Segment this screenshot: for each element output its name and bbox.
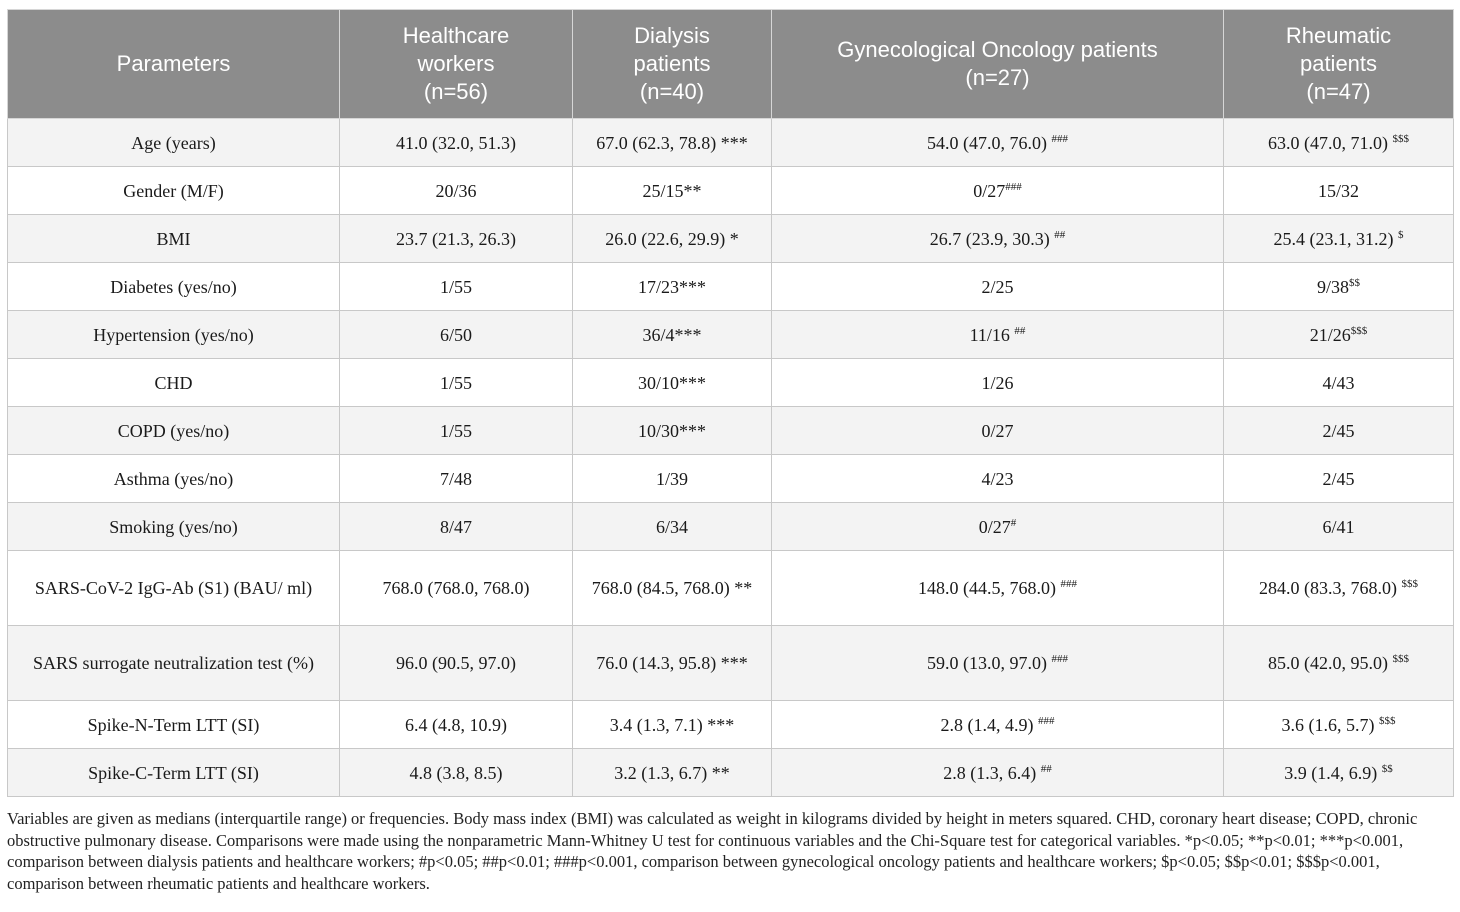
- column-header-line: workers: [417, 51, 495, 76]
- row-parameter: Age (years): [8, 119, 340, 167]
- cell-value: 25/15**: [642, 180, 702, 201]
- significance-marker: ###: [1051, 132, 1068, 145]
- cell-value: 10/30***: [637, 420, 706, 441]
- table-cell: [1224, 263, 1454, 311]
- significance-marker: $$$: [1379, 714, 1396, 727]
- table-cell: [340, 407, 573, 455]
- cell-value: 148.0 (44.5, 768.0): [918, 578, 1061, 598]
- significance-marker: $$: [1349, 276, 1360, 289]
- table-row: [8, 701, 1454, 749]
- significance-marker: ###: [1005, 180, 1022, 193]
- significance-marker: $$$: [1401, 578, 1418, 590]
- significance-marker: ##: [1054, 228, 1066, 241]
- cell-value: 6/50: [439, 324, 472, 345]
- cell-value: 15/32: [1317, 180, 1359, 201]
- cell-value: 2/25: [981, 276, 1014, 297]
- row-parameter: Gender (M/F): [8, 167, 340, 215]
- table-cell: [1224, 311, 1454, 359]
- table-cell: [573, 263, 772, 311]
- table-cell: [772, 359, 1224, 407]
- cell-value: 76.0 (14.3, 95.8) ***: [596, 653, 748, 673]
- cell-value: 26.0 (22.6, 29.9) *: [605, 228, 739, 249]
- cell-value: 54.0 (47.0, 76.0): [927, 132, 1052, 153]
- cell-value: 1/55: [439, 420, 472, 441]
- cell-value: 36/4***: [642, 324, 702, 345]
- column-header-line: Parameters: [116, 51, 231, 76]
- table-body: [8, 119, 1454, 797]
- table-cell: [340, 749, 573, 797]
- cell-value: 284.0 (83.3, 768.0): [1259, 578, 1402, 598]
- column-header-line: Gynecological Oncology patients: [837, 37, 1158, 62]
- table-cell: [1224, 359, 1454, 407]
- table-cell: [340, 215, 573, 263]
- significance-marker: $$: [1381, 762, 1393, 775]
- table-row: [8, 749, 1454, 797]
- cell-value: 3.4 (1.3, 7.1) ***: [609, 714, 735, 735]
- row-parameter: Spike-N-Term LTT (SI): [8, 701, 340, 749]
- table-cell: [340, 626, 573, 701]
- row-parameter: Diabetes (yes/no): [8, 263, 340, 311]
- table-cell: [772, 626, 1224, 701]
- table-row: [8, 263, 1454, 311]
- row-parameter: Asthma (yes/no): [8, 455, 340, 503]
- cell-value: 96.0 (90.5, 97.0): [396, 653, 516, 673]
- cell-value: 23.7 (21.3, 26.3): [396, 228, 516, 249]
- cell-value: 25.4 (23.1, 31.2): [1273, 228, 1398, 249]
- table-cell: [340, 551, 573, 626]
- cell-value: 20/36: [435, 180, 477, 201]
- cell-value: 4/23: [981, 468, 1014, 489]
- cell-value: 41.0 (32.0, 51.3): [396, 132, 516, 153]
- column-header-0: [8, 10, 340, 119]
- column-header-line: patients: [633, 51, 711, 76]
- table-cell: [573, 311, 772, 359]
- table-row: [8, 119, 1454, 167]
- table-cell: [1224, 167, 1454, 215]
- significance-marker: $$$: [1392, 653, 1409, 665]
- table-cell: [573, 626, 772, 701]
- table-cell: [772, 749, 1224, 797]
- table-cell: [573, 701, 772, 749]
- cell-value: 1/26: [981, 372, 1014, 393]
- column-header-line: (n=40): [639, 79, 705, 104]
- table-row: [8, 626, 1454, 701]
- significance-marker: ###: [1051, 653, 1068, 665]
- cell-value: 4.8 (3.8, 8.5): [409, 762, 503, 783]
- characteristics-table: [7, 9, 1454, 797]
- cell-value: 0/27: [978, 516, 1011, 537]
- table-cell: [340, 263, 573, 311]
- table-cell: [1224, 215, 1454, 263]
- table-cell: [340, 359, 573, 407]
- column-header-line: Rheumatic: [1285, 23, 1392, 48]
- cell-value: 21/26: [1309, 324, 1351, 345]
- cell-value: 2/45: [1322, 468, 1355, 489]
- significance-marker: #: [1010, 516, 1017, 529]
- significance-marker: $$$: [1350, 324, 1368, 337]
- column-header-line: patients: [1299, 51, 1378, 76]
- table-row: [8, 407, 1454, 455]
- table-cell: [573, 749, 772, 797]
- cell-value: 63.0 (47.0, 71.0): [1268, 132, 1393, 153]
- column-header-2: [573, 10, 772, 119]
- cell-value: 17/23***: [637, 276, 706, 297]
- table-cell: [1224, 407, 1454, 455]
- table-cell: [772, 701, 1224, 749]
- table-cell: [772, 551, 1224, 626]
- cell-value: 768.0 (768.0, 768.0): [382, 578, 530, 598]
- header-row: [8, 10, 1454, 119]
- table-row: [8, 503, 1454, 551]
- column-header-4: [1224, 10, 1454, 119]
- table-row: [8, 551, 1454, 626]
- row-parameter: BMI: [8, 215, 340, 263]
- table-cell: [1224, 455, 1454, 503]
- table-row: [8, 215, 1454, 263]
- significance-marker: ##: [1014, 324, 1026, 337]
- row-parameter: Hypertension (yes/no): [8, 311, 340, 359]
- table-cell: [573, 407, 772, 455]
- cell-value: 4/43: [1322, 372, 1355, 393]
- cell-value: 26.7 (23.9, 30.3): [929, 228, 1055, 249]
- significance-marker: ##: [1040, 762, 1052, 775]
- column-header-line: Healthcare: [402, 23, 510, 48]
- cell-value: 8/47: [439, 516, 472, 537]
- cell-value: 85.0 (42.0, 95.0): [1268, 653, 1393, 673]
- cell-value: 1/39: [655, 468, 688, 489]
- characteristics-table-container: [7, 9, 1453, 797]
- row-parameter: Spike-C-Term LTT (SI): [8, 749, 340, 797]
- table-cell: [1224, 749, 1454, 797]
- cell-value: 3.6 (1.6, 5.7): [1281, 714, 1379, 735]
- table-cell: [772, 407, 1224, 455]
- row-parameter: CHD: [8, 359, 340, 407]
- table-row: [8, 455, 1454, 503]
- table-cell: [772, 455, 1224, 503]
- cell-value: 59.0 (13.0, 97.0): [927, 653, 1052, 673]
- table-cell: [340, 503, 573, 551]
- table-cell: [772, 215, 1224, 263]
- significance-marker: ###: [1060, 578, 1077, 590]
- cell-value: 30/10***: [637, 372, 706, 393]
- row-parameter: SARS surrogate neutralization test (%): [8, 626, 340, 701]
- table-cell: [1224, 119, 1454, 167]
- table-cell: [772, 167, 1224, 215]
- table-cell: [340, 167, 573, 215]
- table-cell: [573, 551, 772, 626]
- table-cell: [573, 455, 772, 503]
- table-cell: [573, 359, 772, 407]
- column-header-line: (n=56): [423, 79, 489, 104]
- table-cell: [573, 215, 772, 263]
- cell-value: 7/48: [439, 468, 472, 489]
- table-cell: [1224, 503, 1454, 551]
- cell-value: 1/55: [439, 372, 472, 393]
- table-cell: [772, 503, 1224, 551]
- row-parameter: COPD (yes/no): [8, 407, 340, 455]
- table-cell: [573, 503, 772, 551]
- row-parameter: Smoking (yes/no): [8, 503, 340, 551]
- row-parameter: SARS-CoV-2 IgG-Ab (S1) (BAU/ ml): [8, 551, 340, 626]
- table-cell: [772, 263, 1224, 311]
- cell-value: 1/55: [439, 276, 472, 297]
- table-cell: [1224, 701, 1454, 749]
- table-cell: [340, 455, 573, 503]
- table-cell: [340, 701, 573, 749]
- table-cell: [1224, 551, 1454, 626]
- table-cell: [340, 119, 573, 167]
- table-cell: [772, 311, 1224, 359]
- column-header-3: [772, 10, 1224, 119]
- cell-value: 2.8 (1.3, 6.4): [943, 762, 1041, 783]
- cell-value: 9/38: [1316, 276, 1349, 297]
- column-header-line: Dialysis: [634, 23, 710, 48]
- column-header-1: [340, 10, 573, 119]
- significance-marker: $$$: [1392, 132, 1409, 145]
- column-header-line: (n=27): [965, 65, 1030, 90]
- table-cell: [1224, 626, 1454, 701]
- cell-value: 2/45: [1322, 420, 1355, 441]
- significance-marker: ###: [1038, 714, 1055, 727]
- cell-value: 6/41: [1322, 516, 1355, 537]
- table-header: [8, 10, 1454, 119]
- cell-value: 3.9 (1.4, 6.9): [1284, 762, 1382, 783]
- significance-marker: $: [1398, 228, 1404, 241]
- cell-value: 2.8 (1.4, 4.9): [940, 714, 1038, 735]
- table-cell: [573, 119, 772, 167]
- cell-value: 11/16: [969, 324, 1015, 345]
- cell-value: 0/27: [981, 420, 1014, 441]
- cell-value: 3.2 (1.3, 6.7) **: [614, 762, 730, 783]
- table-row: [8, 359, 1454, 407]
- column-header-line: (n=47): [1306, 79, 1371, 104]
- table-footnote: Variables are given as medians (interquartile range) or frequencies. Body mass index (BMI) was calculated as weight in kilograms divided by height in meters squared. CHD, coronary heart disease; COPD, chronic obstructive pulmonary disease. Comparisons were made using the nonparametric Mann-Whitney U test for continuous variables and the Chi-Square test for categorical variables. *p<0.05; **p<0.01; ***p<0.001, comparison between dialysis patients and healthcare workers; #p<0.05; ##p<0.01; ###p<0.001, comparison between gynecological oncology patients and healthcare workers; $p<0.05; $$p<0.01; $$$p<0.001, comparison between rheumatic patients and healthcare workers.: [7, 809, 1418, 893]
- cell-value: 0/27: [973, 180, 1006, 201]
- cell-value: 6.4 (4.8, 10.9): [405, 714, 507, 735]
- cell-value: 768.0 (84.5, 768.0) **: [591, 578, 753, 598]
- table-cell: [340, 311, 573, 359]
- table-row: [8, 167, 1454, 215]
- table-cell: [772, 119, 1224, 167]
- cell-value: 67.0 (62.3, 78.8) ***: [596, 132, 748, 153]
- table-cell: [573, 167, 772, 215]
- cell-value: 6/34: [655, 516, 688, 537]
- table-row: [8, 311, 1454, 359]
